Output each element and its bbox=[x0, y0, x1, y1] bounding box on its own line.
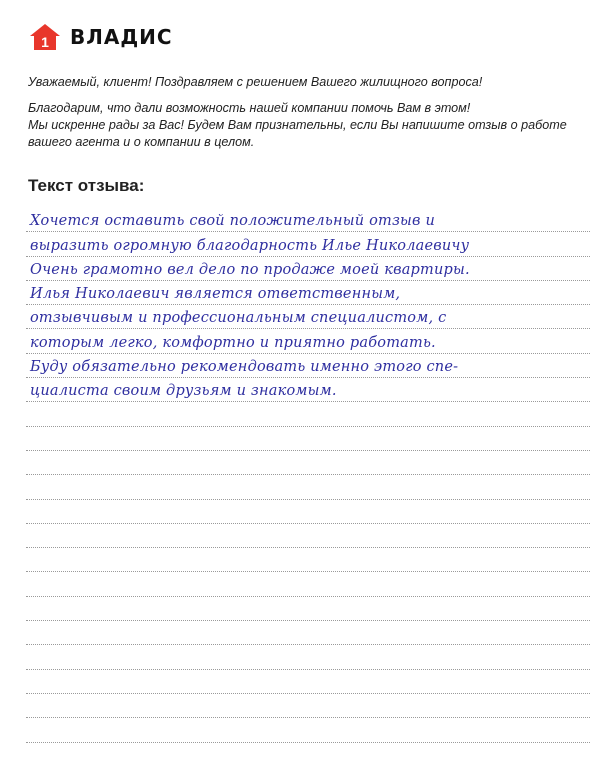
handwritten-line: Хочется оставить свой положительный отзыв и bbox=[30, 213, 436, 230]
ruled-line bbox=[26, 548, 590, 572]
ruled-line bbox=[26, 694, 590, 718]
greeting-text: Уважаемый, клиент! Поздравляем с решением Вашего жилищного вопроса! bbox=[28, 75, 483, 89]
ruled-line bbox=[26, 208, 590, 232]
ruled-line bbox=[26, 597, 590, 621]
ruled-line bbox=[26, 524, 590, 548]
ruled-line bbox=[26, 500, 590, 524]
ruled-line bbox=[26, 329, 590, 353]
handwritten-line: выразить огромную благодарность Илье Николаевичу bbox=[30, 237, 470, 254]
ruled-line bbox=[26, 645, 590, 669]
ruled-line bbox=[26, 305, 590, 329]
ruled-line bbox=[26, 475, 590, 499]
handwritten-line: Очень грамотно вел дело по продаже моей квартиры. bbox=[30, 261, 470, 278]
brand-logo bbox=[28, 22, 173, 52]
handwritten-line: которым легко, комфортно и приятно работать. bbox=[30, 334, 436, 351]
ruled-line bbox=[26, 670, 590, 694]
thanks-text bbox=[28, 100, 588, 151]
ruled-line bbox=[26, 354, 590, 378]
ruled-line bbox=[26, 621, 590, 645]
ruled-line bbox=[26, 572, 590, 596]
brand-name: ВЛАДИС bbox=[70, 25, 173, 49]
ruled-line bbox=[26, 451, 590, 475]
house-key-icon bbox=[28, 22, 62, 52]
intro-text bbox=[28, 74, 588, 160]
thanks-line: Благодарим, что дали возможность нашей компании помочь Вам в этом! bbox=[28, 101, 471, 115]
handwritten-line: циалиста своим друзьям и знакомым. bbox=[30, 383, 337, 400]
review-heading: Текст отзыва: bbox=[28, 176, 145, 195]
review-lines bbox=[26, 208, 590, 743]
ruled-line bbox=[26, 402, 590, 426]
ruled-line bbox=[26, 427, 590, 451]
logo-digit: 1 bbox=[41, 34, 49, 50]
handwritten-line: отзывчивым и профессиональным специалистом, с bbox=[30, 310, 447, 327]
ruled-line bbox=[26, 378, 590, 402]
request-line: Мы искренне рады за Вас! Будем Вам признательны, если Вы напишите отзыв о работе вашего агента и о компании в целом. bbox=[28, 118, 567, 149]
ruled-line bbox=[26, 281, 590, 305]
handwritten-line: Илья Николаевич является ответственным, bbox=[30, 286, 401, 303]
ruled-line bbox=[26, 257, 590, 281]
handwritten-line: Буду обязательно рекомендовать именно этого спе- bbox=[30, 359, 459, 376]
ruled-line bbox=[26, 232, 590, 256]
ruled-line bbox=[26, 718, 590, 742]
